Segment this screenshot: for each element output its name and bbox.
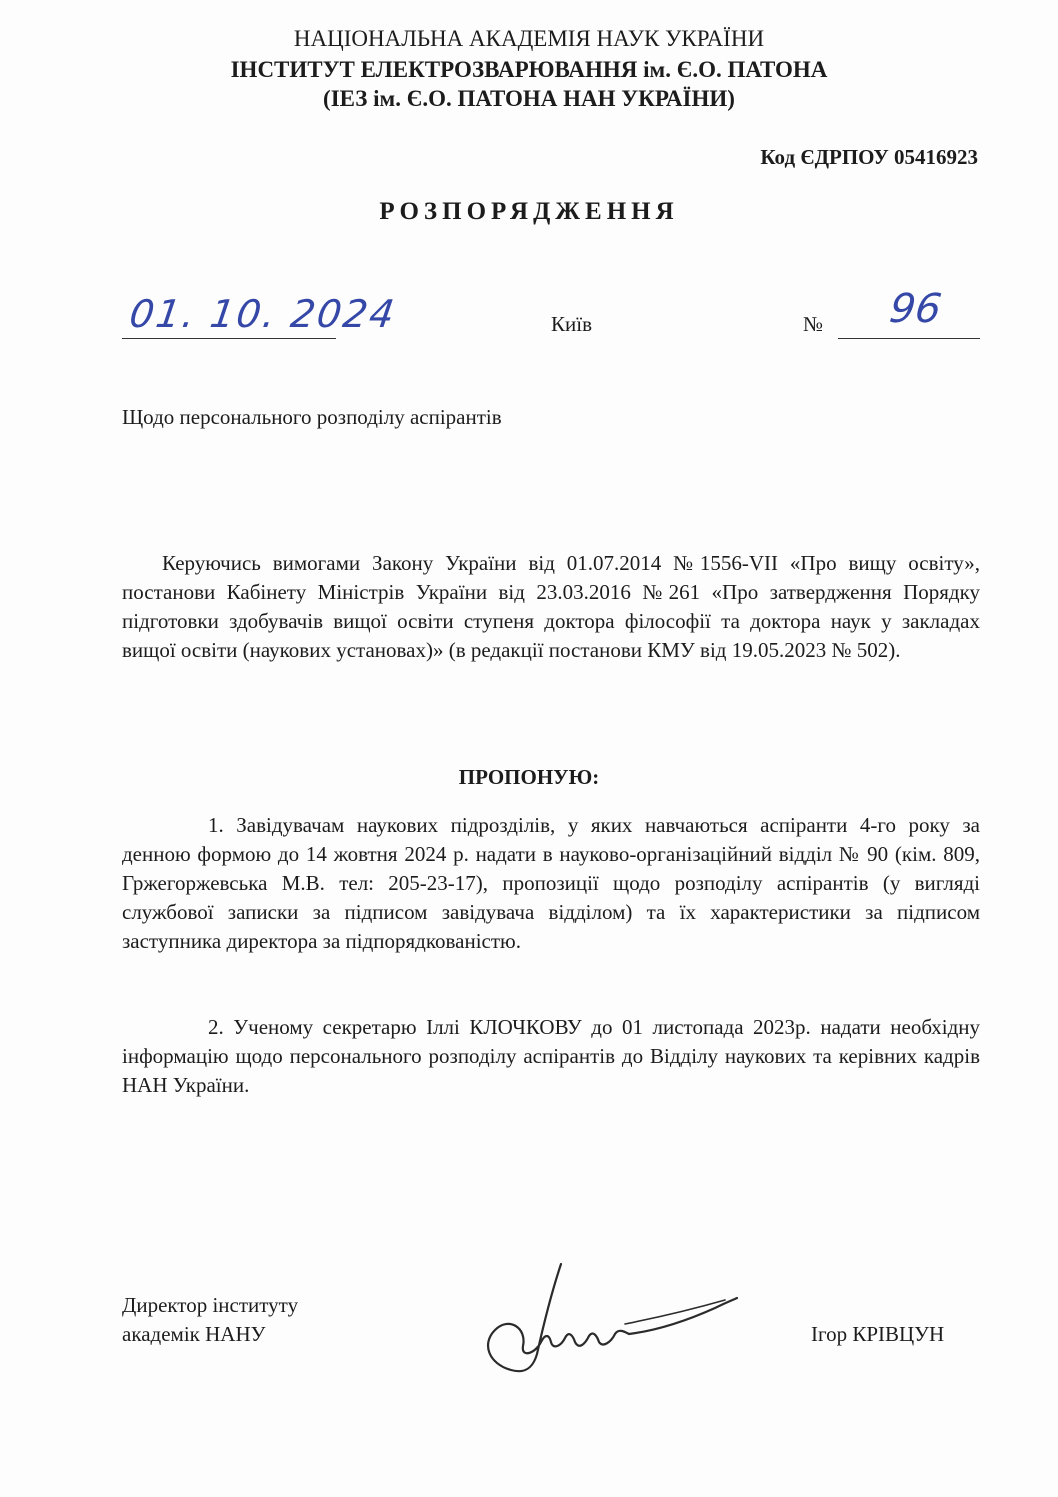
header-institute: ІНСТИТУТ ЕЛЕКТРОЗВАРЮВАННЯ ім. Є.О. ПАТОНА xyxy=(230,57,828,82)
list-item: 1. Завідувачам наукових підрозділів, у яких навчаються аспіранти 4-го року за денною формою до 14 жовтня 2024 р. надати в науково-організаційний відділ № 90 (кім. 809, Гржегоржевська М.В. тел: 205-23-17), пропозиції щодо розподілу аспірантів (у вигляді службової записки за підписом завідувача відділом) та їх характеристики за підписом заступника директора за підпорядкованістю. xyxy=(122,813,980,953)
signatory-role xyxy=(122,1291,298,1349)
header-academy: НАЦІОНАЛЬНА АКАДЕМІЯ НАУК УКРАЇНИ xyxy=(293,26,765,51)
date-underline xyxy=(122,338,336,339)
list-item: 2. Ученому секретарю Іллі КЛОЧКОВУ до 01 листопада 2023р. надати необхідну інформацію щодо персонального розподілу аспірантів до Відділу наукових та керівних кадрів НАН України. xyxy=(122,1015,980,1097)
edrpou-code: Код ЄДРПОУ 05416923 xyxy=(760,145,978,169)
preamble-paragraph: Керуючись вимогами Закону України від 01.07.2014 №1556-VII «Про вищу освіту», постанови Кабінету Міністрів України від 23.03.2016 №261 «Про затвердження Порядку підготовки здобувачів вищої освіти ступеня доктора філософії та доктора наук у закладах вищої освіти (наукових установах)» (в редакції постанови КМУ від 19.05.2023 № 502). xyxy=(122,551,980,662)
number-underline xyxy=(838,338,980,339)
signatory-role-line: Директор інституту xyxy=(122,1293,299,1317)
propose-heading: ПРОПОНУЮ: xyxy=(458,765,600,789)
handwritten-number: 96 xyxy=(886,286,945,332)
signatory-name: Ігор КРІВЦУН xyxy=(811,1322,945,1346)
number-label: № xyxy=(803,312,824,336)
header-institute-abbr: (ІЕЗ ім. Є.О. ПАТОНА НАН УКРАЇНИ) xyxy=(323,86,735,111)
handwritten-signature xyxy=(475,1258,745,1378)
document-title: РОЗПОРЯДЖЕННЯ xyxy=(379,198,679,225)
document-subject: Щодо персонального розподілу аспірантів xyxy=(122,405,502,429)
city: Київ xyxy=(551,312,592,336)
signatory-role-line: академік НАНУ xyxy=(122,1322,266,1346)
handwritten-date: 01. 10. 2024 xyxy=(126,292,399,336)
